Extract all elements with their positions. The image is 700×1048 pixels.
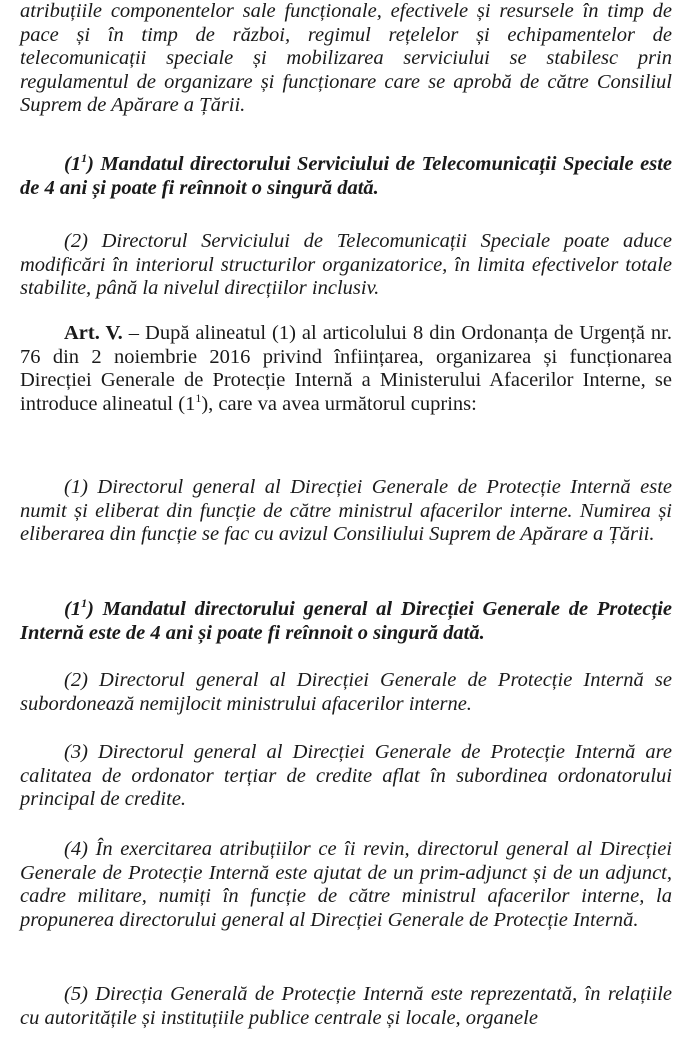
article-label: Art. V. <box>64 322 123 344</box>
article-v <box>20 322 672 416</box>
paragraph-text: atribuțiile componentelor sale funcționale, efectivele și resursele în timp de pace și în timp de război, regimul rețelelor și echipamentelor de telecomunicații speciale și mobilizarea serviciului se stabilesc prin regulamentul de organizare și funcționare care se aprobă de către Consiliul Suprem de Apărare a Țării. <box>20 0 672 116</box>
paragraph-continuation <box>20 0 672 118</box>
paragraph-dgpi-1 <box>20 476 672 547</box>
paragraph-dgpi-2 <box>20 669 672 716</box>
paragraph-text: ) Mandatul directorului general al Direcției Generale de Protecție Internă este de 4 ani și poate fi reînnoit o singură dată. <box>20 598 672 644</box>
paragraph-text: (1) Directorul general al Direcției Generale de Protecție Internă este numit și eliberat din funcție de către ministrul afacerilor interne. Numirea și eliberarea din funcție se fac cu avizul Consiliului Suprem de Apărare a Țării. <box>20 476 672 545</box>
paragraph-dgpi-mandate <box>20 598 672 645</box>
paragraph-text: (4) În exercitarea atribuțiilor ce îi revin, directorul general al Direcției Generale de Protecție Internă este ajutat de un prim-adjunct și de un adjunct, cadre militare, numiți în funcție de către ministrul afacerilor interne, la propunerea directorului general al Direcției Generale de Protecție Internă. <box>20 838 672 931</box>
paragraph-dgpi-5 <box>20 983 672 1030</box>
superscript: 1 <box>81 596 88 611</box>
paragraph-dgpi-3 <box>20 741 672 812</box>
article-text: – După alineatul (1) al articolului 8 din Ordonanța de Urgență nr. 76 din 2 noiembrie 2016 privind înființarea, organizarea și funcționarea Direcției Generale de Protecție Internă a Ministerului Afacerilor Interne, se introduce alineatul (1 <box>20 322 672 415</box>
paragraph-number: (1 <box>64 153 82 175</box>
paragraph-text: (5) Direcția Generală de Protecție Internă este reprezentată, în relațiile cu autoritățile și instituțiile publice centrale și locale, organele <box>20 983 672 1029</box>
paragraph-sts-2 <box>20 230 672 301</box>
superscript: 1 <box>81 151 88 166</box>
article-text-end: ), care va avea următorul cuprins: <box>201 392 477 415</box>
superscript: 1 <box>195 390 202 405</box>
paragraph-text: (2) Directorul Serviciului de Telecomunicații Speciale poate aduce modificări în interiorul structurilor organizatorice, în limita efectivelor totale stabilite, până la nivelul direcțiilor inclusiv. <box>20 230 672 299</box>
paragraph-dgpi-4 <box>20 838 672 932</box>
paragraph-text: ) Mandatul directorului Serviciului de Telecomunicații Speciale este de 4 ani și poate fi reînnoit o singură dată. <box>20 153 672 199</box>
paragraph-text: (2) Directorul general al Direcției Generale de Protecție Internă se subordonează nemijlocit ministrului afacerilor interne. <box>20 669 672 715</box>
paragraph-text: (3) Directorul general al Direcției Generale de Protecție Internă are calitatea de ordonator terțiar de credite aflat în subordinea ordonatorului principal de credite. <box>20 741 672 810</box>
paragraph-sts-mandate <box>20 153 672 200</box>
paragraph-number: (1 <box>64 598 82 620</box>
